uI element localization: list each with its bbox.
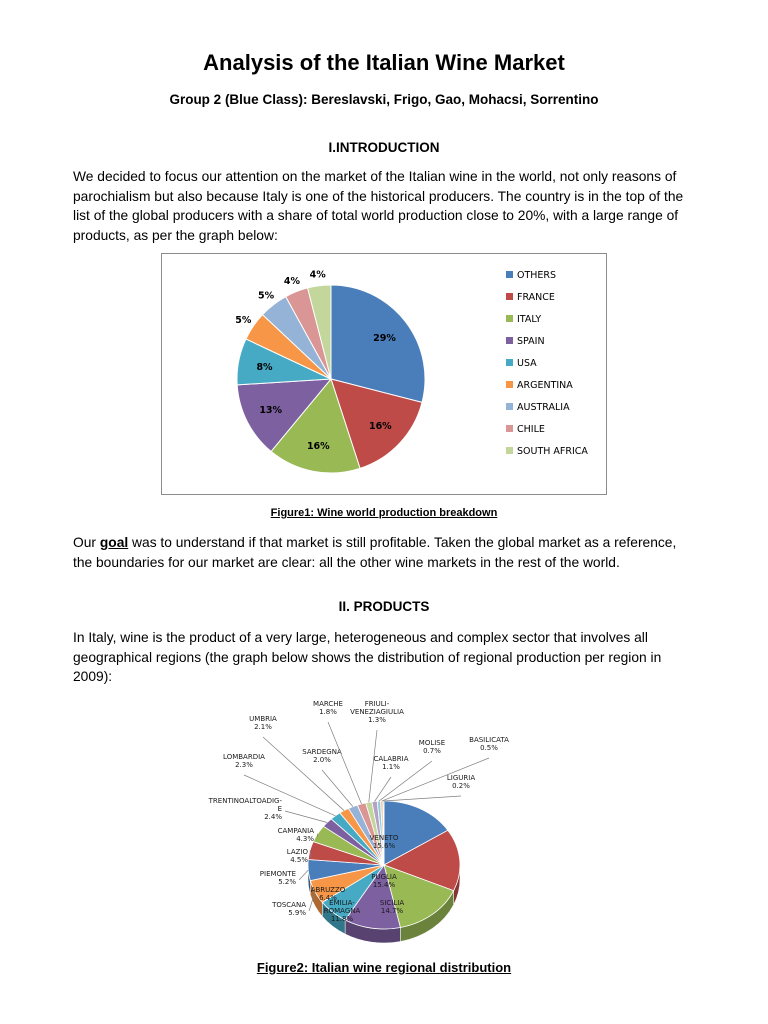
figure2-chart (0, 695, 768, 955)
pie-data-label-others: 29% (373, 333, 396, 345)
pie-label-emilia-romagna: EMILIA-ROMAGNA 11.8% (323, 899, 361, 923)
pie-data-label-argentina: 5% (235, 314, 252, 326)
legend-swatch-south-africa (506, 447, 513, 454)
pie-label-umbria: UMBRIA 2.1% (249, 715, 277, 731)
pie-label-friuli-veneziagiulia: FRIULI-VENEZIAGIULIA 1.3% (350, 700, 404, 724)
pie-label-lazio: LAZIO 4.5% (286, 848, 308, 864)
pie-data-label-usa: 8% (256, 361, 273, 373)
pie-label-basilicata: BASILICATA 0.5% (469, 736, 509, 752)
legend-swatch-chile (506, 425, 513, 432)
pie-label-molise: MOLISE 0.7% (418, 739, 446, 755)
legend-swatch-others (506, 271, 513, 278)
legend-label-south-africa: SOUTH AFRICA (517, 446, 588, 457)
pie-label-campania: CAMPANIA 4.3% (277, 827, 314, 843)
pie-data-label-france: 16% (368, 420, 392, 432)
legend-label-france: FRANCE (517, 292, 555, 303)
leader-line-lombardia (244, 775, 335, 816)
leader-line-sardegna (322, 770, 353, 807)
pie-label-lombardia: LOMBARDIA 2.3% (223, 753, 265, 769)
pie-data-label-spain: 13% (259, 405, 283, 417)
pie-label-calabria: CALABRIA 1.1% (373, 755, 409, 771)
legend-swatch-australia (506, 403, 513, 410)
goal-text-before: Our (73, 535, 100, 550)
legend-label-others: OTHERS (517, 270, 557, 281)
section-heading-introduction: I.INTRODUCTION (328, 140, 440, 155)
figure1-pie-svg (162, 254, 606, 494)
legend-label-usa: USA (517, 358, 537, 369)
legend-swatch-usa (506, 359, 513, 366)
legend-swatch-argentina (506, 381, 513, 388)
pie-label-trentinoaltoadige: TRENTINOALTOADIG-E 2.4% (208, 797, 282, 821)
pie-label-sicilia: SICILIA 14.7% (379, 899, 405, 915)
leader-line-piemonte (299, 870, 308, 880)
figure1-chart (161, 253, 607, 495)
pie-label-abruzzo: ABRUZZO 6.4% (310, 886, 346, 902)
legend-label-chile: CHILE (517, 424, 545, 435)
legend-label-italy: ITALY (517, 314, 542, 325)
leader-line-liguria (384, 796, 461, 801)
goal-keyword: goal (99, 535, 129, 550)
pie-label-veneto: VENETO 15.6% (369, 834, 399, 850)
leader-line-trentinoaltoadige (285, 811, 327, 823)
figure2-caption: Figure2: Italian wine regional distribution (256, 960, 512, 975)
legend-swatch-italy (506, 315, 513, 322)
products-paragraph: In Italy, wine is the product of a very large, heterogeneous and complex sector that involves all geographical regions (the graph below shows the distribution of regional production per region in 2009): (73, 630, 662, 684)
intro-paragraph: We decided to focus our attention on the market of the Italian wine in the world, not only reasons of parochialism but also because Italy is one of the historical producers. The country is in the top of the list of the global producers with a share of total world production close to 20%, with a large range of products, as per the graph below: (73, 169, 684, 243)
legend-label-spain: SPAIN (517, 336, 545, 347)
pie-label-puglia: PUGLIA 15.4% (371, 873, 397, 889)
legend-label-australia: AUSTRALIA (517, 402, 570, 413)
pie-data-label-italy: 16% (306, 440, 330, 452)
pie-data-label-south-africa: 4% (309, 269, 326, 281)
figure1-caption: Figure1: Wine world production breakdown (270, 507, 498, 519)
pie-label-sardegna: SARDEGNA 2.0% (302, 748, 342, 764)
document-authors: Group 2 (Blue Class): Bereslavski, Frigo, Gao, Mohacsi, Sorrentino (169, 92, 599, 107)
legend-label-argentina: ARGENTINA (517, 380, 573, 391)
pie-label-piemonte: PIEMONTE 5.2% (259, 870, 296, 886)
goal-paragraph (73, 533, 698, 572)
pie-data-label-australia: 5% (257, 290, 275, 302)
pie-label-toscana: TOSCANA 5.9% (272, 901, 306, 917)
leader-line-friuli-veneziagiulia (369, 730, 377, 802)
document-title: Analysis of the Italian Wine Market (203, 50, 565, 75)
legend-swatch-france (506, 293, 513, 300)
pie-label-marche: MARCHE 1.8% (313, 700, 343, 716)
pie-data-label-chile: 4% (283, 275, 301, 287)
section-heading-products: II. PRODUCTS (338, 599, 430, 614)
goal-text-after: was to understand if that market is still profitable. Taken the global market as a reference, the boundaries for our market are clear: all the other wine markets in the rest of the world. (73, 535, 677, 570)
pie-label-liguria: LIGURIA 0.2% (446, 774, 476, 790)
leader-line-marche (328, 722, 361, 804)
legend-swatch-spain (506, 337, 513, 344)
